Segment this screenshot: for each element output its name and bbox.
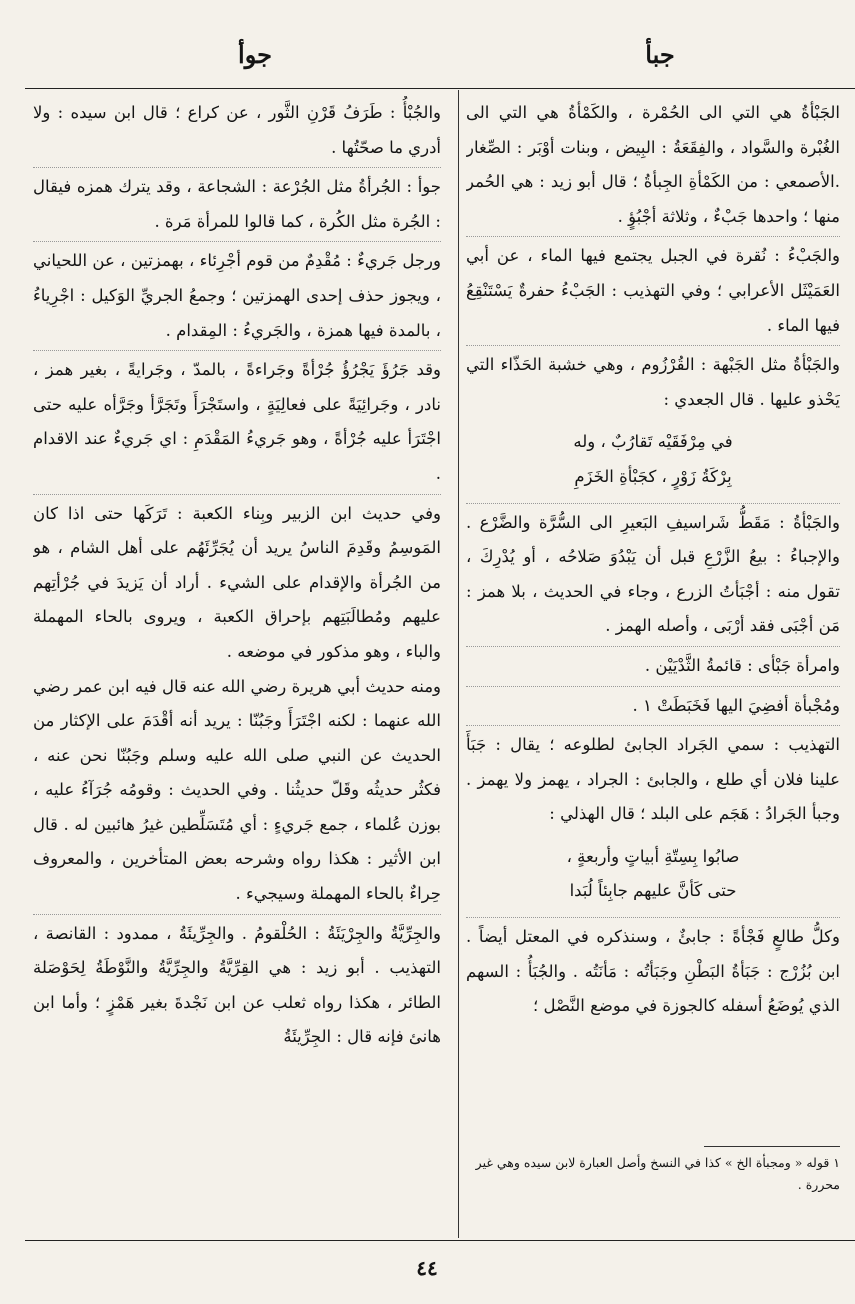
verse [466,840,840,909]
right-column [466,96,840,1142]
paragraph: الجَبْأةُ هي التي الى الحُمْرة ، والكَمْأةُ هي التي الى الغُبْرة والسَّواد ، والفِقَعَةُ : البِيض ، وبنات أوْبَر : الصِّغار .الأصمعي : من الكَمْأةِ الجِبأةُ ؛ قال أبو زيد : هي الحُمر منها ؛ واحدها جَبْءٌ ، وثلاثة أجْبُؤٍ . [466,103,840,226]
left-column [33,96,441,1234]
column-divider [458,90,459,1238]
verse-line: صابُوا بِسِتّةِ أبياتٍ وأربعةٍ ، [566,846,740,866]
paragraph: والجَبْأةُ : مَقَطُّ شَراسيفِ البَعيرِ الى السُّرَّة والضَّرْع . والإجباءُ : بيعُ الزَّرْعِ قبل أن يَبْدُوَ صَلاحُه ، أو يُدْرِكَ ، تقول منه : أجْبَأتُ الزرع ، وجاء في الحديث ، بلا همز : مَن أجْبَى فقد أرْبَى ، وأصله الهمز . [466,503,840,644]
page-number: ٤٤ [416,1256,438,1280]
header-right-word: جبأ [645,40,675,69]
paragraph: والجَبْأةُ مثل الجَبْهة : القُرْزُوم ، وهي خشبة الحَذّاء التي يَحْذو عليها . قال الجعدي : [466,345,840,417]
paragraph: ومُجْبأة أفضِيَ اليها فَخَبَطَتْ ١ . [466,686,840,724]
paragraph: وقد جَرُؤَ يَجْرُؤُ جُرْأةً وجَراءةً ، بالمدّ ، وجَرايةً ، بغير همز ، نادر ، وجَرائِيَةً على فعالِيَةٍ ، واستَجْرَأَ وتَجَرَّأ وجَرَّأه عليه حتى اجْتَرَأ عليه جُرْأةً ، وهو جَريءُ المَقْدَمِ : اي جَريءٌ عند الاقدام . [33,350,441,491]
paragraph: والجَبْءُ : نُقرة في الجبل يجتمع فيها الماء ، عن أبي العَمَيْثَل الأعرابي ؛ وفي التهذيب : الجَبْءُ حفرةٌ يَسْتَنْقِعُ فيها الماء . [466,236,840,343]
verse-line: بِرْكَةُ زَوْرٍ ، كجَبْأةِ الخَزَمِ [574,466,732,486]
paragraph: ومنه حديث أبي هريرة رضي الله عنه قال فيه ابن عمر رضي الله عنهما : لكنه اجْتَرَأَ وجَبُنّا : يريد أنه أقْدَمَ على الإكثار من الحديث عن النبي صلى الله عليه وسلم وجَبُنّا نحن عنه ، فكثُر حديثُه وقَلّ حديثُنا . وفي الحديث : وقومُه جُرَآءُ عليه ، بوزن عُلماء ، جمع جَريءٍ : أي مُتَسَلِّطين غيرُ هائبين له . قال ابن الأثير : هكذا رواه وشرحه بعض المتأخرين ، والمعروف حِراءٌ بالحاء المهملة وسيجيء . [33,676,441,904]
header-left-word: جوأ [238,40,272,69]
paragraph: وكلُّ طالعٍ فَجْأةً : جابئٌ ، وسنذكره في المعتل أيضاً . ابن بُزُرْج : جَبَأةُ البَطْنِ وجَبَأتُه : مَأنَتُه . والجُبَأُ : السهم الذي يُوضَعُ أسفله كالجوزة في موضع النَّصْل ؛ [466,917,840,1024]
paragraph: وفي حديث ابن الزبير وبِناء الكعبة : تَرَكَها حتى اذا كان المَوسِمُ وقَدِمَ الناسُ يريد أن يُجَرِّئَهُم على أهل الشام ، هو من الجُرأة والإقدام على الشيء . أراد أن يَزيدَ في جُرْأتِهم عليهم ومُطالَبَتِهم بإحراق الكعبة ، ويروى بالحاء المهملة والباء ، وهو مذكور في موضعه . [33,494,441,670]
footnote-rule [704,1146,840,1147]
paragraph: والجُبْأُ : طَرَفُ قَرْنِ الثَّور ، عن كراع ؛ قال ابن سيده : ولا أدري ما صحّتُها . [33,103,441,157]
bottom-rule [25,1240,855,1241]
paragraph: ورجل جَريءٌ : مُقْدِمٌ من قوم أجْرِئاء ، بهمزتين ، عن اللحياني ، ويجوز حذف إحدى الهمزتين ؛ وجمعُ الجريِّ الوَكيل : اجْرِياءُ ، بالمدة فيها همزة ، والجَريءُ : المِقدام . [33,241,441,348]
entry-paragraph: جوأ : الجُرأةُ مثل الجُرْعة : الشجاعة ، وقد يترك همزه فيقال : الجُرة مثل الكُرة ، كما قالوا للمرأة مَرة . [33,167,441,239]
paragraph: وامرأة جَبْأى : قائمةُ الثَّدْيَيْن . [466,646,840,684]
verse-line: حتى كَأنَّ عليهم جابِئاً لُبَدا [569,881,737,901]
verse-line: في مِرْفَقَيْه تَقارُبٌ ، وله [573,432,733,452]
verse [466,425,840,494]
top-rule [25,88,855,89]
paragraph: التهذيب : سمي الجَراد الجابئ لطلوعه ؛ يقال : جَبَأَ علينا فلان أي طلع ، والجابئ : الجراد ، يهمز ولا يهمز . وجبأ الجَرادُ : هَجَم على البلد ؛ قال الهذلي : [466,725,840,832]
footnote: ١ قوله « ومجبأة الخ » كذا في النسخ وأصل العبارة لابن سيده وهي غير محررة . [475,1155,840,1192]
paragraph: والجِرِّيَّةُ والجِرْيَئَةُ : الحُلْقومُ . والجِرِّيئَةُ ، ممدود : القانصة ، التهذيب . أبو زيد : هي القِرِّيَّةُ والجِرِّيَّةُ والنَّوْطَةُ لِحَوْصَلة الطائر ، هكذا رواه ثعلب عن ابن نَجْدةَ بغير هَمْزٍ ؛ وأما ابن هانئ فإنه قال : الجِرِّيئَةُ [33,914,441,1055]
